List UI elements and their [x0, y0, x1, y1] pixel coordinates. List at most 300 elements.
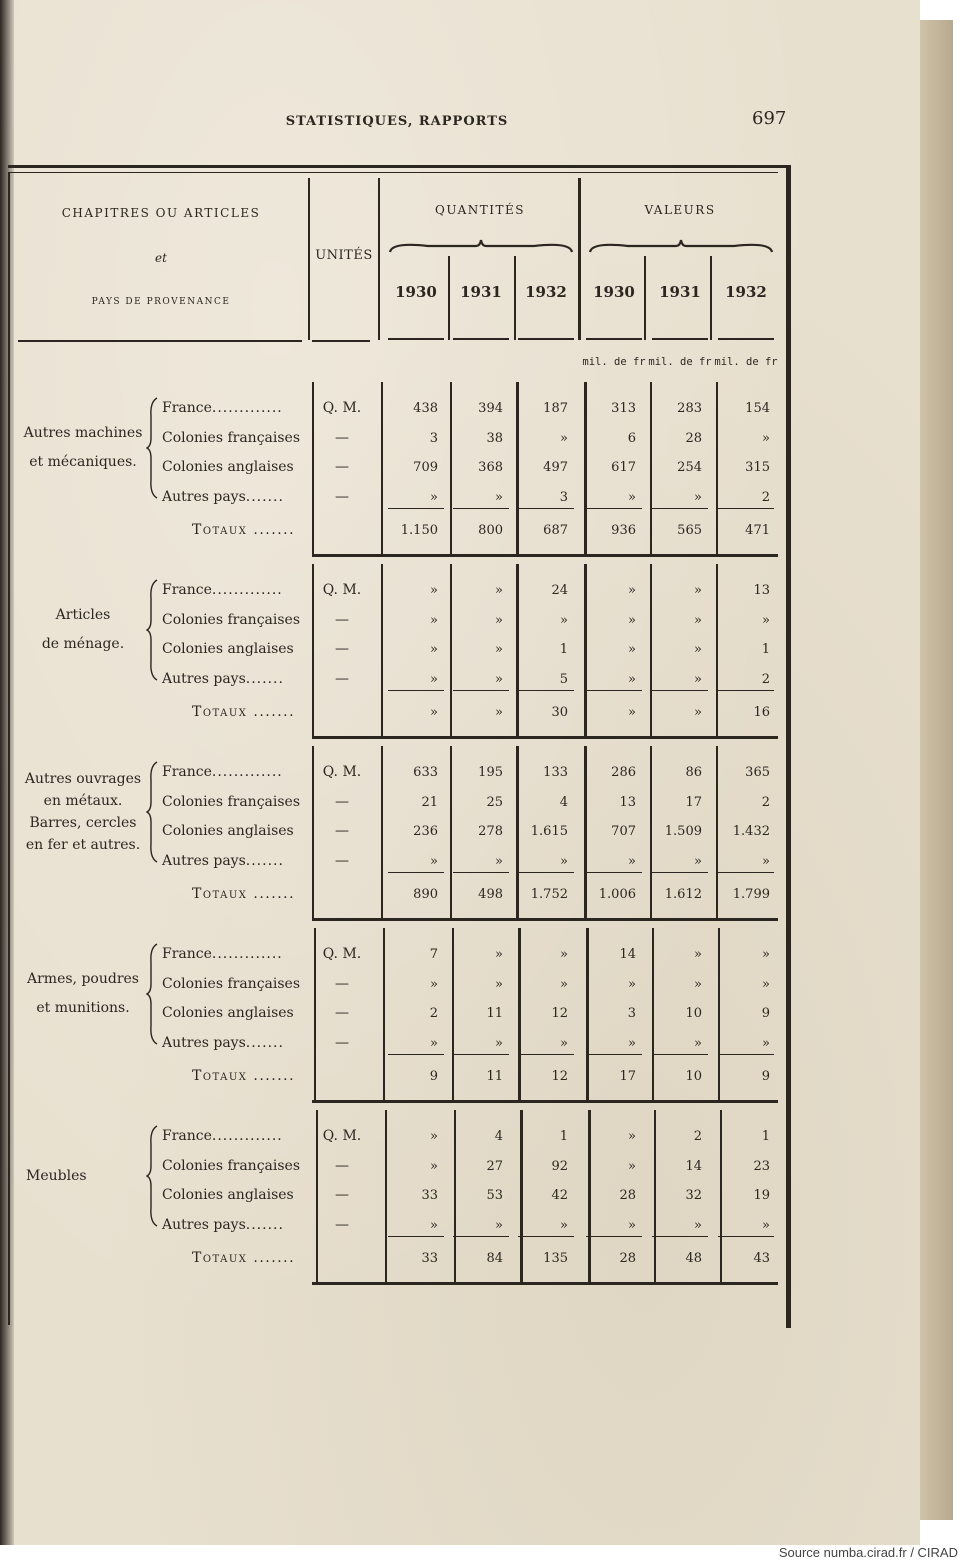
- value-cell: »: [495, 1035, 503, 1051]
- value-cell: »: [694, 583, 702, 598]
- column-divider: [650, 564, 652, 736]
- origin-name: Colonies anglaises: [162, 1187, 294, 1203]
- column-divider: [381, 564, 383, 736]
- value-cell: »: [628, 1129, 636, 1144]
- column-divider: [383, 928, 385, 1100]
- value-cell: »: [560, 430, 568, 446]
- value-cell: 283: [677, 401, 702, 416]
- leader-dots: .......: [245, 1216, 284, 1233]
- subtotal-rule: [652, 1054, 708, 1055]
- group-brace: [146, 942, 160, 1046]
- group-name: [16, 768, 150, 856]
- value-cell: »: [430, 1217, 438, 1233]
- totals-label: [192, 1250, 295, 1266]
- subtotal-rule: [453, 508, 509, 509]
- column-divider: [450, 382, 452, 554]
- leader-dots: .......: [247, 886, 296, 902]
- year-divider: [710, 256, 712, 340]
- value-cell: »: [762, 612, 770, 628]
- origin-name: Colonies françaises: [162, 1157, 301, 1174]
- origin-label: [162, 1217, 284, 1233]
- column-divider: [584, 746, 587, 918]
- subtotal-rule: [518, 690, 574, 691]
- unit-cell: —: [335, 1187, 349, 1203]
- value-cell: 4: [494, 1129, 503, 1144]
- value-cell: 25: [486, 794, 503, 810]
- year-header-qty-1931: 1931: [460, 283, 502, 301]
- total-cell: 10: [685, 1069, 702, 1084]
- origin-name: Autres pays: [162, 670, 246, 687]
- total-cell: 800: [478, 523, 503, 538]
- unit-cell: —: [335, 670, 349, 687]
- value-cell: 12: [551, 1006, 568, 1021]
- page-number: 697: [752, 108, 787, 129]
- value-cell: 28: [685, 430, 702, 446]
- origin-name: Colonies anglaises: [162, 1005, 294, 1021]
- subtotal-rule: [518, 1054, 574, 1055]
- column-divider: [450, 746, 452, 918]
- value-cell: 1.509: [664, 824, 702, 839]
- value-cell: »: [430, 642, 438, 657]
- subtotal-rule: [388, 508, 444, 509]
- leader-dots: .............: [211, 582, 283, 598]
- group-name-line: de ménage.: [41, 636, 125, 653]
- unit-cell: —: [335, 1034, 349, 1051]
- header-pays: PAYS DE PROVENANCE: [91, 297, 231, 307]
- subtotal-rule: [586, 1054, 642, 1055]
- column-divider: [312, 564, 314, 736]
- group-name-line: et mécaniques.: [29, 454, 137, 471]
- total-cell: 565: [677, 523, 702, 538]
- total-cell: 9: [429, 1069, 438, 1084]
- origin-label: [162, 823, 294, 839]
- unit-cell: —: [335, 459, 349, 475]
- value-cell: »: [628, 1035, 636, 1051]
- total-cell: 135: [543, 1251, 568, 1266]
- column-divider: [516, 564, 519, 736]
- value-cell: 33: [421, 1188, 438, 1203]
- value-cell: »: [628, 583, 636, 598]
- value-cell: 707: [611, 824, 636, 839]
- group-name-line: Autres machines: [23, 425, 143, 442]
- unit-cell: —: [335, 1005, 349, 1021]
- value-cell: 154: [745, 401, 770, 416]
- value-cell: 3: [429, 430, 438, 446]
- year-divider: [644, 256, 646, 340]
- origin-name: Colonies françaises: [162, 611, 301, 628]
- value-cell: 1.432: [732, 824, 770, 839]
- value-cell: 9: [761, 1006, 770, 1021]
- value-cell: »: [560, 1217, 568, 1233]
- value-cell: »: [694, 1217, 702, 1233]
- value-cell: »: [762, 1035, 770, 1051]
- value-cell: 236: [413, 824, 438, 839]
- column-divider: [312, 746, 314, 918]
- value-cell: »: [762, 1217, 770, 1233]
- header-unites: UNITÉS: [315, 248, 373, 263]
- value-cell: »: [430, 489, 438, 505]
- value-cell: 1: [559, 642, 568, 657]
- origin-label: [162, 641, 294, 657]
- subtotal-rule: [718, 872, 774, 873]
- header-divider: [378, 178, 380, 340]
- value-cell: 368: [478, 460, 503, 475]
- value-cell: 24: [551, 583, 568, 598]
- column-divider: [381, 746, 383, 918]
- total-cell: 1.150: [400, 523, 438, 538]
- leader-dots: .......: [247, 1068, 296, 1084]
- subtotal-rule: [388, 1236, 444, 1237]
- value-cell: 3: [627, 1006, 636, 1021]
- column-divider: [650, 746, 652, 918]
- value-cell: »: [430, 976, 438, 992]
- value-cell: 13: [753, 583, 770, 598]
- origin-name: France: [162, 764, 212, 780]
- subtotal-rule: [388, 872, 444, 873]
- year-rule: [453, 338, 509, 340]
- group-brace: [146, 396, 160, 500]
- unit-cell: —: [335, 429, 349, 446]
- value-cell: 365: [745, 765, 770, 780]
- column-divider: [720, 1110, 722, 1282]
- total-cell: 28: [619, 1251, 636, 1266]
- subtotal-rule: [453, 872, 509, 873]
- year-rule: [388, 338, 444, 340]
- total-cell: 84: [486, 1251, 503, 1266]
- group-name: [16, 419, 150, 477]
- value-cell: »: [694, 671, 702, 687]
- total-cell: 936: [611, 523, 636, 538]
- total-cell: »: [430, 705, 438, 720]
- group-brace: [146, 1124, 160, 1228]
- totals-label: [192, 886, 295, 902]
- unit-cell: —: [335, 975, 349, 992]
- group-name-line: Autres ouvrages: [24, 771, 142, 788]
- totals-label: [192, 1068, 295, 1084]
- totals-label: [192, 704, 295, 720]
- origin-name: Autres pays: [162, 1034, 246, 1051]
- column-divider: [718, 928, 720, 1100]
- origin-label: [162, 582, 283, 598]
- origin-name: France: [162, 582, 212, 598]
- value-cell: 23: [753, 1158, 770, 1174]
- origin-label: [162, 459, 294, 475]
- total-cell: 48: [685, 1251, 702, 1266]
- value-cell: 313: [611, 401, 636, 416]
- year-divider: [514, 256, 516, 340]
- value-cell: »: [495, 947, 503, 962]
- value-cell: »: [430, 1035, 438, 1051]
- value-cell: 10: [685, 1006, 702, 1021]
- value-cell: »: [560, 976, 568, 992]
- value-cell: 2: [761, 671, 770, 687]
- year-rule: [518, 338, 574, 340]
- unit-cell: Q. M.: [322, 1128, 362, 1144]
- value-cell: 14: [685, 1158, 702, 1174]
- totals-label-text: Totaux: [192, 1250, 248, 1266]
- column-divider: [450, 564, 452, 736]
- value-cell: »: [694, 1035, 702, 1051]
- value-cell: »: [430, 853, 438, 869]
- value-cell: »: [495, 1217, 503, 1233]
- value-cell: »: [430, 671, 438, 687]
- value-cell: 86: [685, 765, 702, 780]
- value-cell: 497: [543, 460, 568, 475]
- value-cell: 2: [761, 794, 770, 810]
- value-cell: »: [628, 1158, 636, 1174]
- value-cell: »: [762, 976, 770, 992]
- subtotal-rule: [518, 872, 574, 873]
- column-divider: [588, 1110, 591, 1282]
- column-divider: [381, 382, 383, 554]
- value-cell: 315: [745, 460, 770, 475]
- unit-cell: —: [335, 641, 349, 657]
- origin-label: [162, 946, 283, 962]
- unit-cell: —: [335, 852, 349, 869]
- subtotal-rule: [586, 508, 642, 509]
- value-cell: »: [628, 671, 636, 687]
- leader-dots: .......: [245, 852, 284, 869]
- column-divider: [316, 1110, 318, 1282]
- year-header-val-1930: 1930: [593, 283, 635, 301]
- subtotal-rule: [652, 872, 708, 873]
- total-cell: 890: [413, 887, 438, 902]
- header-rule: [18, 340, 302, 342]
- group-name-line: en fer et autres.: [25, 837, 141, 854]
- header-valeurs: VALEURS: [644, 203, 716, 217]
- origin-label: [162, 1005, 294, 1021]
- origin-name: Autres pays: [162, 488, 246, 505]
- column-divider: [584, 382, 587, 554]
- value-cell: »: [495, 489, 503, 505]
- value-cell: »: [560, 853, 568, 869]
- origin-label: [162, 671, 284, 687]
- group-name-line: Barres, cercles: [29, 815, 137, 832]
- value-cell: 1.615: [530, 824, 568, 839]
- year-rule: [652, 338, 708, 340]
- column-divider: [516, 746, 519, 918]
- origin-name: Colonies anglaises: [162, 459, 294, 475]
- column-divider: [654, 1110, 656, 1282]
- unit-cell: —: [335, 488, 349, 505]
- header-et: et: [155, 251, 167, 265]
- origin-label: [162, 612, 300, 628]
- origin-label: [162, 853, 284, 869]
- value-cell: 38: [486, 430, 503, 446]
- column-divider: [716, 382, 718, 554]
- subtotal-rule: [652, 690, 708, 691]
- column-divider: [650, 382, 652, 554]
- year-rule: [586, 338, 642, 340]
- year-header-val-1931: 1931: [659, 283, 701, 301]
- value-cell: »: [694, 489, 702, 505]
- value-cell: »: [560, 947, 568, 962]
- group-bottom-rule: [312, 918, 778, 921]
- subtotal-rule: [718, 690, 774, 691]
- unit-cell: Q. M.: [322, 764, 362, 780]
- value-cell: 5: [559, 671, 568, 687]
- totals-label-text: Totaux: [192, 704, 248, 720]
- value-cell: 14: [619, 947, 636, 962]
- total-cell: 1.752: [530, 887, 568, 902]
- unit-cell: —: [335, 823, 349, 839]
- value-cell: 1: [761, 1129, 770, 1144]
- origin-name: Colonies anglaises: [162, 641, 294, 657]
- origin-name: France: [162, 1128, 212, 1144]
- leader-dots: .......: [245, 488, 284, 505]
- unit-cell: Q. M.: [322, 400, 362, 416]
- group-name: [16, 965, 150, 1023]
- leader-dots: .............: [211, 946, 283, 962]
- leader-dots: .......: [245, 1034, 284, 1051]
- leader-dots: .............: [211, 764, 283, 780]
- table-frame-inner-top: [8, 172, 778, 173]
- value-cell: »: [762, 853, 770, 869]
- value-cell: »: [762, 430, 770, 446]
- leader-dots: .............: [211, 400, 283, 416]
- total-cell: 17: [619, 1069, 636, 1084]
- valeurs-brace: [588, 238, 774, 256]
- origin-name: France: [162, 946, 212, 962]
- unit-cell: —: [335, 1157, 349, 1174]
- group-bottom-rule: [312, 736, 778, 739]
- year-divider: [448, 256, 450, 340]
- total-cell: »: [694, 705, 702, 720]
- value-cell: »: [560, 612, 568, 628]
- total-cell: 33: [421, 1251, 438, 1266]
- group-name: [16, 601, 150, 659]
- total-cell: 9: [761, 1069, 770, 1084]
- unit-cell: —: [335, 1216, 349, 1233]
- value-unit-label: mil. de fr: [582, 356, 646, 368]
- value-cell: 709: [413, 460, 438, 475]
- group-brace: [146, 760, 160, 864]
- running-title: STATISTIQUES, RAPPORTS: [285, 114, 509, 129]
- subtotal-rule: [586, 1236, 642, 1237]
- unit-cell: Q. M.: [322, 582, 362, 598]
- origin-label: [162, 1158, 300, 1174]
- subtotal-rule: [453, 690, 509, 691]
- group-name-line: Armes, poudres: [27, 971, 139, 988]
- unit-cell: Q. M.: [322, 946, 362, 962]
- column-divider: [586, 928, 589, 1100]
- origin-label: [162, 1035, 284, 1051]
- value-cell: 1: [761, 642, 770, 657]
- value-cell: »: [694, 642, 702, 657]
- column-divider: [716, 564, 718, 736]
- value-cell: 42: [551, 1188, 568, 1203]
- subtotal-rule: [518, 508, 574, 509]
- value-cell: 21: [421, 794, 438, 810]
- value-cell: 28: [619, 1188, 636, 1203]
- group-name-line: Meubles: [26, 1167, 87, 1184]
- leader-dots: .............: [211, 1128, 283, 1144]
- value-cell: »: [495, 642, 503, 657]
- leader-dots: .......: [247, 1250, 296, 1266]
- group-name: [26, 1162, 126, 1191]
- header-rule-units: [312, 340, 370, 342]
- subtotal-rule: [388, 690, 444, 691]
- value-cell: »: [762, 947, 770, 962]
- value-cell: 2: [429, 1006, 438, 1021]
- value-cell: 617: [611, 460, 636, 475]
- value-cell: »: [560, 1035, 568, 1051]
- value-cell: »: [495, 612, 503, 628]
- value-cell: 3: [559, 489, 568, 505]
- value-cell: »: [628, 489, 636, 505]
- column-divider: [516, 382, 519, 554]
- origin-label: [162, 764, 283, 780]
- value-cell: 32: [685, 1188, 702, 1203]
- header-chapitres: CHAPITRES OU ARTICLES: [61, 206, 261, 220]
- origin-name: Autres pays: [162, 1216, 246, 1233]
- column-divider: [452, 928, 454, 1100]
- origin-name: France: [162, 400, 212, 416]
- header-divider: [308, 178, 310, 340]
- origin-label: [162, 489, 284, 505]
- subtotal-rule: [718, 508, 774, 509]
- group-bottom-rule: [312, 1282, 778, 1285]
- value-cell: »: [694, 612, 702, 628]
- value-cell: 11: [486, 1006, 503, 1021]
- total-cell: 11: [486, 1069, 503, 1084]
- total-cell: 498: [478, 887, 503, 902]
- column-divider: [385, 1110, 387, 1282]
- value-cell: »: [430, 1129, 438, 1144]
- value-cell: 2: [693, 1129, 702, 1144]
- subtotal-rule: [453, 1236, 509, 1237]
- totals-label-text: Totaux: [192, 522, 248, 538]
- subtotal-rule: [652, 1236, 708, 1237]
- group-name-line: et munitions.: [36, 1000, 130, 1017]
- subtotal-rule: [586, 690, 642, 691]
- subtotal-rule: [453, 1054, 509, 1055]
- origin-name: Colonies françaises: [162, 793, 301, 810]
- value-cell: »: [430, 612, 438, 628]
- origin-label: [162, 400, 283, 416]
- subtotal-rule: [518, 1236, 574, 1237]
- total-cell: 1.006: [598, 887, 636, 902]
- column-divider: [454, 1110, 456, 1282]
- origin-name: Autres pays: [162, 852, 246, 869]
- value-unit-label: mil. de fr: [714, 356, 778, 368]
- origin-label: [162, 1128, 283, 1144]
- total-cell: »: [495, 705, 503, 720]
- group-name-line: Articles: [55, 607, 111, 624]
- origin-name: Colonies françaises: [162, 975, 301, 992]
- total-cell: 12: [551, 1069, 568, 1084]
- source-note: Source numba.cirad.fr / CIRAD: [778, 1545, 958, 1560]
- leader-dots: .......: [247, 522, 296, 538]
- value-cell: »: [495, 976, 503, 992]
- column-divider: [520, 1110, 523, 1282]
- value-cell: »: [430, 583, 438, 598]
- column-divider: [716, 746, 718, 918]
- value-cell: »: [628, 642, 636, 657]
- value-cell: »: [628, 976, 636, 992]
- total-cell: 1.612: [664, 887, 702, 902]
- value-unit-label: mil. de fr: [648, 356, 712, 368]
- year-header-qty-1932: 1932: [525, 283, 567, 301]
- value-cell: 17: [685, 794, 702, 810]
- year-rule: [718, 338, 774, 340]
- value-cell: 286: [611, 765, 636, 780]
- total-cell: 43: [753, 1251, 770, 1266]
- origin-label: [162, 976, 300, 992]
- value-cell: 19: [753, 1188, 770, 1203]
- value-cell: »: [430, 1158, 438, 1174]
- header-divider: [578, 178, 581, 340]
